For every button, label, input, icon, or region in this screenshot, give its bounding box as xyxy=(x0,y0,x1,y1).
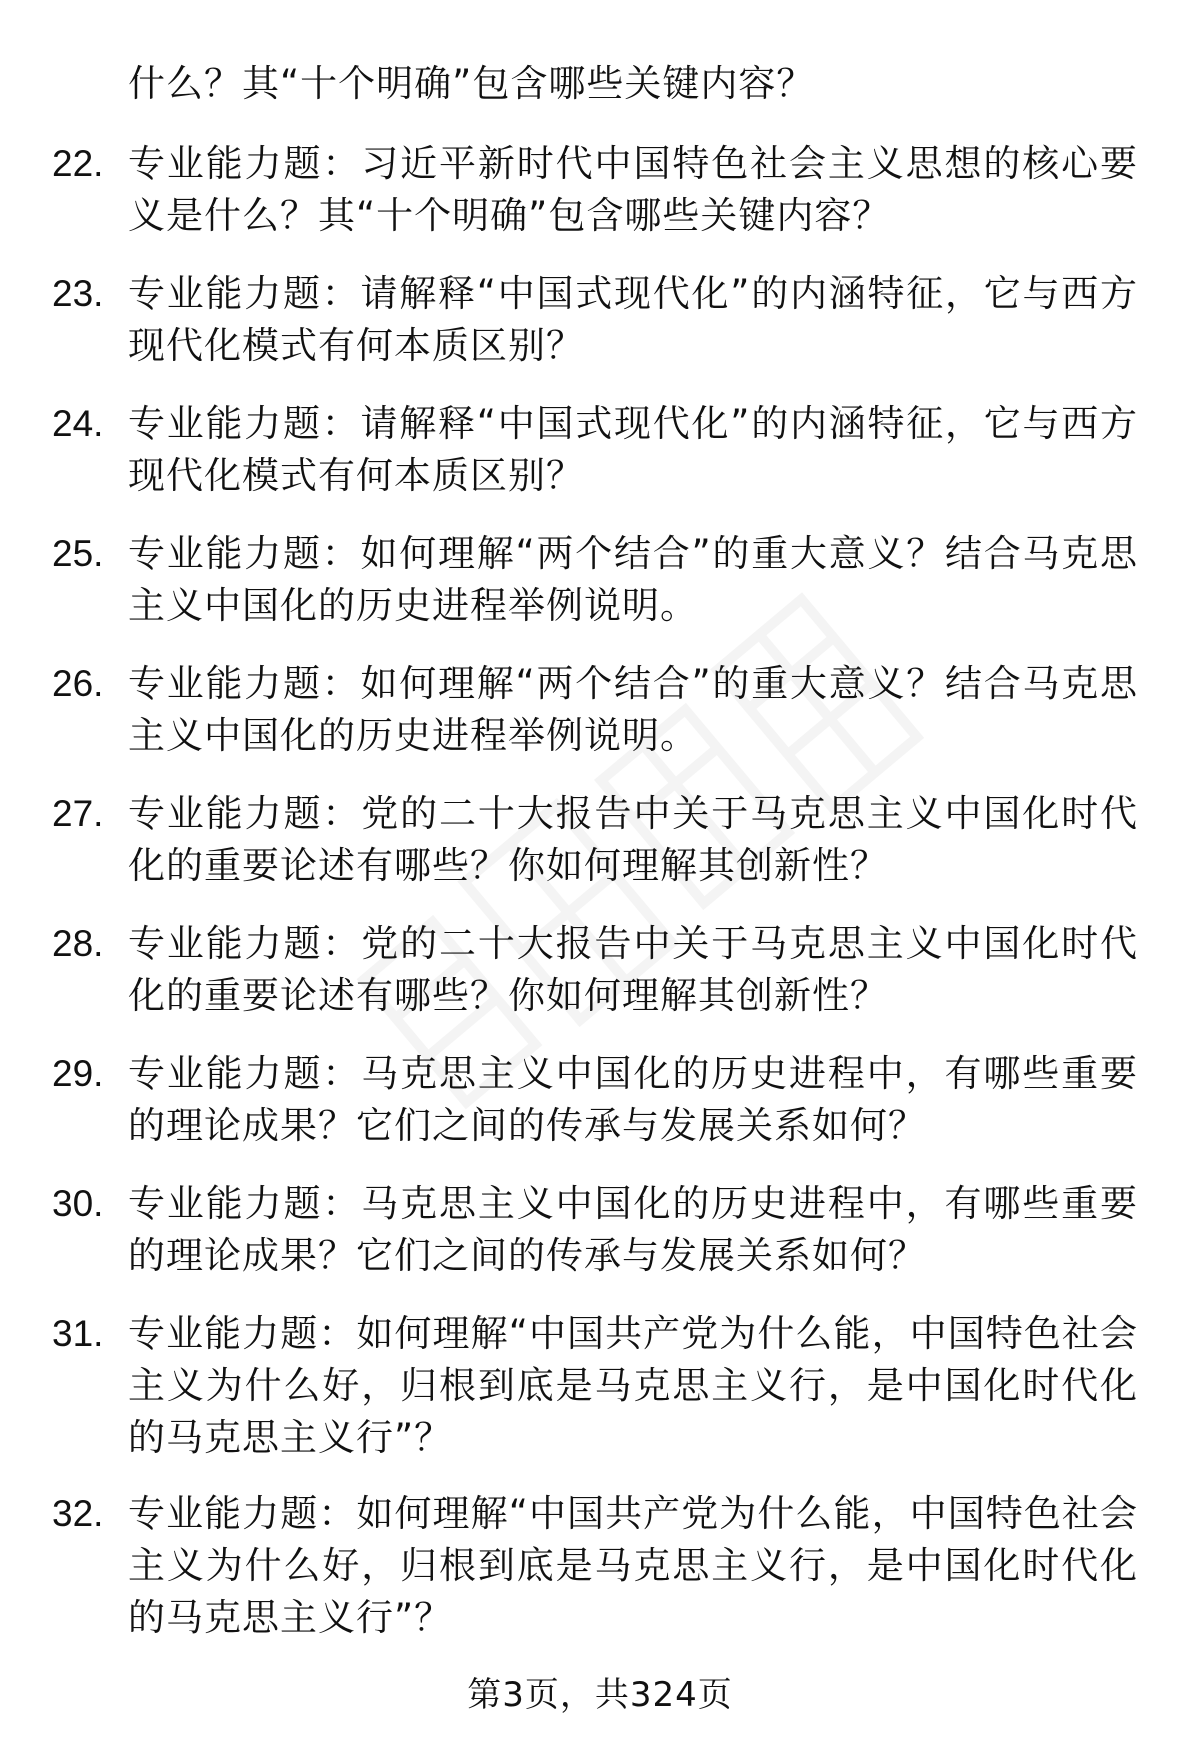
question-text: 专业能力题：马克思主义中国化的历史进程中，有哪些重要的理论成果？它们之间的传承与发展关系如何？ xyxy=(128,1182,1138,1277)
question-text: 专业能力题：请解释“中国式现代化”的内涵特征，它与西方现代化模式有何本质区别？ xyxy=(128,402,1138,497)
question-number: 27. xyxy=(52,793,104,834)
question-text: 专业能力题：如何理解“两个结合”的重大意义？结合马克思主义中国化的历史进程举例说明。 xyxy=(128,662,1138,757)
question-number: 25. xyxy=(52,533,104,574)
question-number: 26. xyxy=(52,663,104,704)
question-number: 32. xyxy=(52,1493,104,1534)
continuation-text: 什么？其“十个明确”包含哪些关键内容？ xyxy=(128,62,815,105)
question-text: 专业能力题：党的二十大报告中关于马克思主义中国化时代化的重要论述有哪些？你如何理解其创新性？ xyxy=(128,922,1138,1017)
question-number: 29. xyxy=(52,1053,104,1094)
question-text: 专业能力题：如何理解“中国共产党为什么能，中国特色社会主义为什么好，归根到底是马克思主义行，是中国化时代化的马克思主义行”？ xyxy=(128,1312,1138,1459)
question-number: 30. xyxy=(52,1183,104,1224)
question-number: 22. xyxy=(52,143,104,184)
question-number: 31. xyxy=(52,1313,104,1354)
question-number: 28. xyxy=(52,923,104,964)
question-text: 专业能力题：请解释“中国式现代化”的内涵特征，它与西方现代化模式有何本质区别？ xyxy=(128,272,1138,367)
question-text: 专业能力题：党的二十大报告中关于马克思主义中国化时代化的重要论述有哪些？你如何理解其创新性？ xyxy=(128,792,1138,887)
question-text: 专业能力题：马克思主义中国化的历史进程中，有哪些重要的理论成果？它们之间的传承与发展关系如何？ xyxy=(128,1052,1138,1147)
question-text: 专业能力题：如何理解“两个结合”的重大意义？结合马克思主义中国化的历史进程举例说明。 xyxy=(128,532,1138,627)
question-text: 专业能力题：如何理解“中国共产党为什么能，中国特色社会主义为什么好，归根到底是马克思主义行，是中国化时代化的马克思主义行”？ xyxy=(128,1492,1138,1639)
question-text: 专业能力题：习近平新时代中国特色社会主义思想的核心要义是什么？其“十个明确”包含哪些关键内容？ xyxy=(128,142,1138,237)
page-indicator: 第3页，共324页 xyxy=(467,1675,733,1715)
question-number: 23. xyxy=(52,273,104,314)
question-number: 24. xyxy=(52,403,104,444)
